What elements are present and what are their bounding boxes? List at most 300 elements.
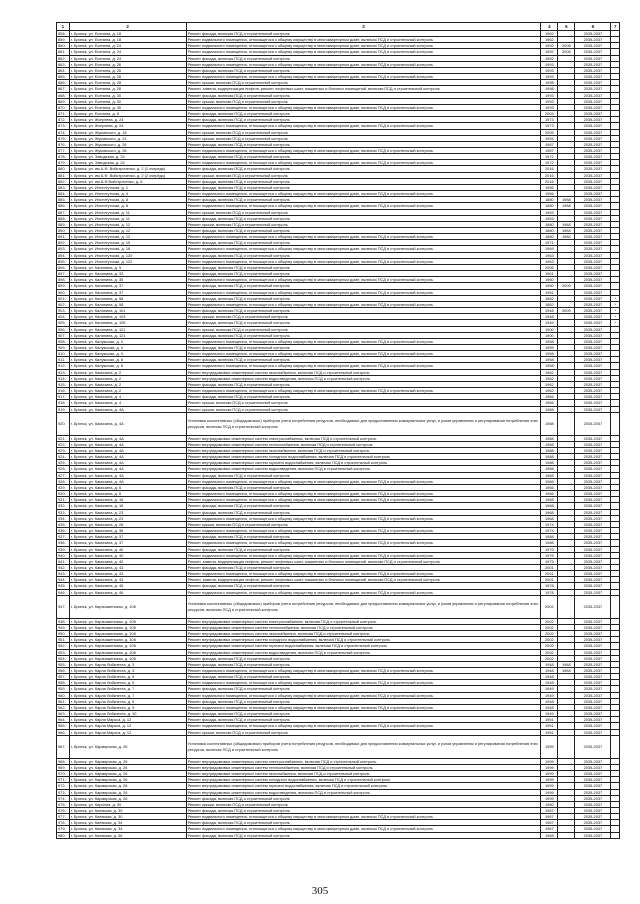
address: г. Брянск, ул. Институтская, д. 11 <box>69 209 186 215</box>
repair-period: 2035-2037 <box>575 552 611 558</box>
address: г. Брянск, ул. Камозина, д. 36 <box>69 528 186 534</box>
row-number: 964. <box>57 717 70 723</box>
work-description: Ремонт внутридомовых инженерных систем газоснабжения, включая ПСД и строительный контроль <box>186 448 541 454</box>
address: г. Брянск, ул. Камозина, д. 4 <box>69 394 186 400</box>
row-number: 948. <box>57 618 70 624</box>
repair-period: 2035-2037 <box>575 117 611 123</box>
address: г. Брянск, ул. им А.Ф.Войстроченко, д. 6 <box>69 178 186 184</box>
year-built: 1999 <box>541 764 558 770</box>
year-built: 1998 <box>541 86 558 92</box>
repair-schedule-sheet <box>56 22 620 839</box>
year-built: 1999 <box>541 783 558 789</box>
address: г. Брянск, ул. Кармирская, д. 26 <box>69 795 186 801</box>
table-row <box>57 595 620 618</box>
year-built: 2002 <box>541 624 558 630</box>
repair-period: 2035-2037 <box>575 221 611 227</box>
work-description: Ремонт подвального помещения, относящегося к общему имуществу в многоквартирном доме, включая ПСД и строительный контроль <box>186 49 541 55</box>
repair-schedule-table <box>56 22 620 839</box>
repair-period: 2035-2037 <box>575 618 611 624</box>
address: г. Брянск, ул. Карла Либкнехта, д. 7 <box>69 692 186 698</box>
year-built: 1967 <box>541 807 558 813</box>
row-number: 921. <box>57 435 70 441</box>
year-built: 1975 <box>541 558 558 564</box>
address: г. Брянск, ул. Жуковского, д. 21 <box>69 135 186 141</box>
year-built: 1968 <box>541 497 558 503</box>
year-built: 1956 <box>541 191 558 197</box>
repair-period: 2035-2037 <box>575 577 611 583</box>
address: г. Брянск, ул. Камозина, д. 6 <box>69 491 186 497</box>
row-number: 904. <box>57 314 70 320</box>
year-built: 2001 <box>541 564 558 570</box>
row-number: 884. <box>57 191 70 197</box>
row-number: 924. <box>57 454 70 460</box>
year-built: 1988 <box>541 460 558 466</box>
work-description: Ремонт фасада, включая ПСД и строительный контроль <box>186 655 541 661</box>
year-built: 1972 <box>541 160 558 166</box>
address: г. Брянск, ул. Институтская, д. 1 <box>69 184 186 190</box>
address: г. Брянск, ул. Камозина, д. 4А <box>69 441 186 447</box>
year-built: 1953 <box>541 215 558 221</box>
note-mark: * <box>611 301 620 307</box>
repair-period: 2035-2037 <box>575 503 611 509</box>
row-number: 892. <box>57 240 70 246</box>
work-description: Ремонт, замена, модернизация лифтов, ремонт лифтовых шахт, машинных и блочных помещений, включая ПСД и строительный контроль <box>186 558 541 564</box>
work-description: Ремонт фасада, включая ПСД и строительный контроль <box>186 55 541 61</box>
repair-period: 2035-2037 <box>575 795 611 801</box>
year-built: 1962 <box>541 369 558 375</box>
row-number: 945. <box>57 583 70 589</box>
year-built: 1988 <box>541 412 558 435</box>
work-description: Ремонт внутридомовых инженерных систем газоснабжения, включая ПСД и строительный контроль <box>186 631 541 637</box>
repair-period: 2035-2037 <box>575 381 611 387</box>
row-number: 959. <box>57 686 70 692</box>
repair-period: 2035-2037 <box>575 454 611 460</box>
address: г. Брянск, ул. Кармирская, д. 26 <box>69 777 186 783</box>
work-description: Ремонт фасада, включая ПСД и строительный контроль <box>186 686 541 692</box>
year-built: 1988 <box>541 466 558 472</box>
year-built: 2002 <box>541 631 558 637</box>
address: г. Брянск, ул. Карла Либкнехта, д. 5 <box>69 674 186 680</box>
row-number: 939. <box>57 546 70 552</box>
row-number: 875. <box>57 135 70 141</box>
repair-period: 2035-2037 <box>575 521 611 527</box>
year-built: 1988 <box>541 472 558 478</box>
address: г. Брянск, ул. Калинина, д. 121 <box>69 326 186 332</box>
address: г. Брянск, ул. Есенина, д. 28 <box>69 80 186 86</box>
work-description: Ремонт подвального помещения, относящегося к общему имуществу в многоквартирном доме, включая ПСД и строительный контроль <box>186 61 541 67</box>
address: г. Брянск, ул. Кармирская, д. 26 <box>69 758 186 764</box>
work-description: Ремонт внутридомовых инженерных систем теплоснабжения, включая ПСД и строительный контроль <box>186 764 541 770</box>
year-built: 1973 <box>541 123 558 129</box>
year-built: 1968 <box>541 503 558 509</box>
repair-period: 2035-2037 <box>575 466 611 472</box>
work-description: Ремонт подвального помещения, относящегося к общему имуществу в многоквартирном доме, включая ПСД и строительный контроль <box>186 826 541 832</box>
address: г. Брянск, ул. Институтская, д. 15 <box>69 240 186 246</box>
repair-period: 2035-2037 <box>575 166 611 172</box>
row-number: 870. <box>57 104 70 110</box>
repair-period: 2035-2037 <box>575 686 611 692</box>
work-description: Ремонт, замена, модернизация лифтов, ремонт лифтовых шахт, машинных и блочных помещений, включая ПСД и строительный контроль <box>186 577 541 583</box>
row-number: 953. <box>57 649 70 655</box>
year-built: 1948 <box>541 680 558 686</box>
work-description: Ремонт подвального помещения, относящегося к общему имуществу в многоквартирном доме, включая ПСД и строительный контроль <box>186 123 541 129</box>
address: г. Брянск, ул. Есенина, д. 24 <box>69 49 186 55</box>
year-built: 1992 <box>541 49 558 55</box>
work-description: Ремонт подвального помещения, относящегося к общему имуществу в многоквартирном доме, включая ПСД и строительный контроль <box>186 74 541 80</box>
year-built: 1987 <box>541 147 558 153</box>
year-built: 1968 <box>541 515 558 521</box>
address: г. Брянск, ул. Карла Либкнехта, д. 5 <box>69 680 186 686</box>
repair-period: 2035-2037 <box>575 80 611 86</box>
repair-period: 2035-2037 <box>575 631 611 637</box>
repair-period: 2035-2037 <box>575 564 611 570</box>
row-number: 873. <box>57 123 70 129</box>
work-description: Ремонт фасада, включая ПСД и строительный контроль <box>186 332 541 338</box>
repair-period: 2035-2037 <box>575 264 611 270</box>
year-built: 1992 <box>541 55 558 61</box>
year-built: 1880 <box>541 234 558 240</box>
row-number: 878. <box>57 154 70 160</box>
year-built: 1962 <box>541 37 558 43</box>
row-number: 867. <box>57 86 70 92</box>
repair-period: 2035-2037 <box>575 363 611 369</box>
year-built: 1993 <box>541 61 558 67</box>
column-header: 7 <box>611 23 620 31</box>
repair-period: 2035-2037 <box>575 351 611 357</box>
work-description: Ремонт подвального помещения, относящегося к общему имуществу в многоквартирном доме, включая ПСД и строительный контроль <box>186 704 541 710</box>
row-number: 907. <box>57 332 70 338</box>
work-description: Ремонт внутридомовых инженерных систем электроснабжения, включая ПСД и строительный контроль <box>186 618 541 624</box>
repair-period: 2035-2037 <box>575 197 611 203</box>
repair-period: 2035-2037 <box>575 172 611 178</box>
column-header: 6 <box>575 23 611 31</box>
year-built: 1999 <box>541 795 558 801</box>
repair-period: 2035-2037 <box>575 178 611 184</box>
repair-period: 2035-2037 <box>575 49 611 55</box>
address: г. Брянск, ул. Камозина, д. 26 <box>69 521 186 527</box>
row-number: 950. <box>57 631 70 637</box>
repair-period: 2035-2037 <box>575 338 611 344</box>
year-built: 1951 <box>541 729 558 735</box>
work-description: Ремонт внутридомовых инженерных систем горячего водоснабжения, включая ПСД и строительный контроль <box>186 643 541 649</box>
row-number: 913. <box>57 369 70 375</box>
address: г. Брянск, ул. Карла Маркса, д. 12 <box>69 717 186 723</box>
work-description: Ремонт подвального помещения, относящегося к общему имуществу в многоквартирном доме, включая ПСД и строительный контроль <box>186 234 541 240</box>
work-description: Ремонт подвального помещения, относящегося к общему имуществу в многоквартирном доме, включая ПСД и строительный контроль <box>186 723 541 729</box>
address: г. Брянск, ул. Карла Либкнехта, д. 9 <box>69 704 186 710</box>
page-number: 305 <box>311 885 329 897</box>
address: г. Брянск, ул. Карачиженская, д. 108 <box>69 643 186 649</box>
address: г. Брянск, ул. Карла Маркса, д. 12 <box>69 723 186 729</box>
work-description: Ремонт фасада, включая ПСД и строительный контроль <box>186 534 541 540</box>
year-built: 1949 <box>541 692 558 698</box>
address: г. Брянск, ул. Карачиженская, д. 108 <box>69 655 186 661</box>
work-description: Ремонт фасада, включая ПСД и строительный контроль <box>186 117 541 123</box>
year-reconstructed: 2008 <box>558 49 575 55</box>
address: г. Брянск, ул. Есенина, д. 30 <box>69 104 186 110</box>
repair-period: 2035-2037 <box>575 215 611 221</box>
row-number: 874. <box>57 129 70 135</box>
repair-period: 2035-2037 <box>575 98 611 104</box>
address: г. Брянск, ул. Карла Либкнехта, д. 9 <box>69 698 186 704</box>
note-mark: * <box>611 320 620 326</box>
year-built: 1962 <box>541 381 558 387</box>
address: г. Брянск, ул. Институтская, д. 12 <box>69 234 186 240</box>
work-description: Ремонт внутридомовых инженерных систем холодного водоснабжения, включая ПСД и строительный контроль <box>186 454 541 460</box>
year-built: 1988 <box>541 534 558 540</box>
repair-period: 2035-2037 <box>575 203 611 209</box>
row-number: 881. <box>57 172 70 178</box>
year-built: 1988 <box>541 540 558 546</box>
address: г. Брянск, ул. Кармирская, д. 26 <box>69 764 186 770</box>
repair-period: 2035-2037 <box>575 400 611 406</box>
row-number: 922. <box>57 441 70 447</box>
address: г. Брянск, ул. Камозина, д. 16 <box>69 497 186 503</box>
address: г. Брянск, ул. Калинина, д. 58 <box>69 295 186 301</box>
year-reconstructed: 2008 <box>558 43 575 49</box>
repair-period: 2035-2037 <box>575 583 611 589</box>
work-description: Ремонт фасада, включая ПСД и строительный контроль <box>186 308 541 314</box>
year-built: 1988 <box>541 478 558 484</box>
row-number: 915. <box>57 381 70 387</box>
row-number: 917. <box>57 394 70 400</box>
row-number: 958. <box>57 680 70 686</box>
address: г. Брянск, ул. Институтская, д. 122 <box>69 258 186 264</box>
row-number: 938. <box>57 540 70 546</box>
table-body <box>57 23 620 839</box>
repair-period: 2035-2037 <box>575 509 611 515</box>
repair-period: 2035-2037 <box>575 758 611 764</box>
year-built: 1948 <box>541 308 558 314</box>
year-reconstructed <box>558 832 575 838</box>
address: г. Брянск, ул. Заводская, д. 24 <box>69 154 186 160</box>
year-built: 1987 <box>541 141 558 147</box>
row-number: 891. <box>57 234 70 240</box>
address: г. Брянск, ул. Институтская, д. 8 <box>69 203 186 209</box>
address: г. Брянск, ул. Камозина, д. 43 <box>69 571 186 577</box>
address: г. Брянск, ул. Калинина, д. 105 <box>69 320 186 326</box>
header-row <box>57 23 620 31</box>
column-header: 2 <box>69 23 186 31</box>
year-built: 1999 <box>541 758 558 764</box>
repair-period: 2035-2037 <box>575 37 611 43</box>
address: г. Брянск, ул. Камозина, д. 43 <box>69 564 186 570</box>
year-built: 1949 <box>541 711 558 717</box>
year-built: 1963 <box>541 258 558 264</box>
row-number: 896. <box>57 264 70 270</box>
address: г. Брянск, ул. Калужская, д. 4 <box>69 344 186 350</box>
repair-period: 2035-2037 <box>575 92 611 98</box>
note-mark <box>611 735 620 758</box>
repair-period: 2035-2037 <box>575 234 611 240</box>
address: г. Брянск, ул. Институтская, д. 8 <box>69 197 186 203</box>
work-description: Ремонт внутридомовых инженерных систем холодного водоснабжения, включая ПСД и строительный контроль <box>186 637 541 643</box>
address: г. Брянск, ул. Камозина, д. 4А <box>69 466 186 472</box>
repair-period: 2035-2037 <box>575 74 611 80</box>
address: г. Брянск, ул. Кармирская, д. 26 <box>69 789 186 795</box>
address: г. Брянск, ул. Калужская, д. 4 <box>69 351 186 357</box>
year-built: 1959 <box>541 344 558 350</box>
address: г. Брянск, ул. Карачиженская, д. 108 <box>69 624 186 630</box>
work-description: Установка коллективных (общедомовых) приборов учета потребления ресурсов, необходимых для предоставления коммунальных услуг, и узлов управления и регулирования потребления этих ресурсов, включая ПСД и строительный контроль <box>186 595 541 618</box>
year-built: 1988 <box>541 448 558 454</box>
work-description: Ремонт фасада, включая ПСД и строительный контроль <box>186 271 541 277</box>
address: г. Брянск, ул. Камозина, д. 4А <box>69 435 186 441</box>
row-number: 925. <box>57 460 70 466</box>
year-built: 1974 <box>541 528 558 534</box>
row-number: 942. <box>57 564 70 570</box>
work-description: Ремонт крыши, включая ПСД и строительный контроль <box>186 801 541 807</box>
repair-period: 2035-2037 <box>575 369 611 375</box>
repair-period: 2035-2037 <box>575 534 611 540</box>
year-built: 2005 <box>541 129 558 135</box>
row-number: 877. <box>57 147 70 153</box>
row-number: 880. <box>57 166 70 172</box>
year-built: 1962 <box>541 388 558 394</box>
address: г. Брянск, ул. Институтская, д. 12 <box>69 228 186 234</box>
row-number: 951. <box>57 637 70 643</box>
work-description: Ремонт подвального помещения, относящегося к общему имуществу в многоквартирном доме, включая ПСД и строительный контроль <box>186 203 541 209</box>
year-built: 2002 <box>541 595 558 618</box>
repair-period: 2035-2037 <box>575 55 611 61</box>
year-built: 2006 <box>541 264 558 270</box>
address: г. Брянск, ул. Институтская, д. 11 <box>69 215 186 221</box>
row-number: 949. <box>57 624 70 630</box>
work-description: Ремонт внутридомовых инженерных систем газоснабжения, включая ПСД и строительный контроль <box>186 771 541 777</box>
address: г. Брянск, ул. Есенина, д. 18 <box>69 31 186 37</box>
repair-period: 2035-2037 <box>575 252 611 258</box>
repair-period: 2035-2037 <box>575 228 611 234</box>
year-built: 1962 <box>541 375 558 381</box>
work-description: Ремонт подвального помещения, относящегося к общему имуществу в многоквартирном доме, включая ПСД и строительный контроль <box>186 814 541 820</box>
year-built: 2016 <box>541 166 558 172</box>
row-number: 955. <box>57 661 70 667</box>
address: г. Брянск, ул. Киевская, д. 30 <box>69 814 186 820</box>
address: г. Брянск, ул. им А.Ф. Войстроченко, д. 2 (2 очередь) <box>69 172 186 178</box>
address: г. Брянск, ул. Камозина, д. 4А <box>69 406 186 412</box>
year-built: 1961 <box>541 271 558 277</box>
row-number: 899. <box>57 283 70 289</box>
year-reconstructed: 1984 <box>558 221 575 227</box>
address: г. Брянск, ул. Камозина, д. 37 <box>69 534 186 540</box>
work-description: Ремонт подвального помещения, относящегося к общему имуществу в многоквартирном доме, включая ПСД и строительный контроль <box>186 497 541 503</box>
address: г. Брянск, ул. Киевская, д. 36 <box>69 832 186 838</box>
repair-period: 2035-2037 <box>575 771 611 777</box>
work-description: Ремонт внутридомовых инженерных систем газоснабжения, включая ПСД и строительный контроль <box>186 369 541 375</box>
year-built: 1998 <box>541 80 558 86</box>
work-description: Ремонт подвального помещения, относящегося к общему имуществу в многоквартирном доме, включая ПСД и строительный контроль <box>186 289 541 295</box>
repair-period: 2035-2037 <box>575 655 611 661</box>
work-description: Ремонт крыши, включая ПСД и строительный контроль <box>186 400 541 406</box>
row-number: 859. <box>57 37 70 43</box>
year-built: 1960 <box>541 277 558 283</box>
address: г. Брянск, ул. Карачиженская, д. 108 <box>69 637 186 643</box>
work-description: Ремонт внутридомовых инженерных систем электроснабжения, включая ПСД и строительный контроль <box>186 435 541 441</box>
year-built: 1951 <box>541 289 558 295</box>
address: г. Брянск, ул. Есенина, д. 8 <box>69 111 186 117</box>
work-description: Ремонт внутридомовых инженерных систем холодного водоснабжения, включая ПСД и строительный контроль <box>186 777 541 783</box>
address: г. Брянск, ул. Камозина, д. 43 <box>69 577 186 583</box>
table-row <box>57 832 620 838</box>
address: г. Брянск, ул. Камозина, д. 40 <box>69 558 186 564</box>
repair-period: 2035-2037 <box>575 301 611 307</box>
work-description: Ремонт крыши, включая ПСД и строительный контроль <box>186 80 541 86</box>
address: г. Брянск, ул. Карачиженская, д. 108 <box>69 595 186 618</box>
year-built: 1956 <box>541 184 558 190</box>
work-description: Ремонт фасада, включая ПСД и строительный контроль <box>186 67 541 73</box>
table-row <box>57 735 620 758</box>
work-description: Ремонт внутридомовых инженерных систем горячего водоснабжения, включая ПСД и строительный контроль <box>186 460 541 466</box>
row-number: 887. <box>57 209 70 215</box>
address: г. Брянск, ул. Жуковского, д. 26 <box>69 147 186 153</box>
repair-period: 2035-2037 <box>575 184 611 190</box>
work-description: Ремонт крыши, включая ПСД и строительный контроль <box>186 172 541 178</box>
address: г. Брянск, ул. Есенина, д. 30 <box>69 98 186 104</box>
repair-period: 2035-2037 <box>575 435 611 441</box>
repair-period: 2035-2037 <box>575 448 611 454</box>
row-number: 905. <box>57 320 70 326</box>
work-description: Ремонт подвального помещения, относящегося к общему имуществу в многоквартирном доме, включая ПСД и строительный контроль <box>186 43 541 49</box>
address: г. Брянск, ул. Камозина, д. 40 <box>69 546 186 552</box>
work-description: Ремонт фасада, включая ПСД и строительный контроль <box>186 111 541 117</box>
repair-period: 2035-2037 <box>575 637 611 643</box>
year-built: 1966 <box>541 484 558 490</box>
year-built: 1880 <box>541 228 558 234</box>
year-built: 1962 <box>541 31 558 37</box>
year-built: 1967 <box>541 820 558 826</box>
work-description: Ремонт крыши, включая ПСД и строительный контроль <box>186 221 541 227</box>
repair-period: 2035-2037 <box>575 777 611 783</box>
work-description: Ремонт подвального помещения, относящегося к общему имуществу в многоквартирном доме, включая ПСД и строительный контроль <box>186 191 541 197</box>
address: г. Брянск, ул. Заводская, д. 24 <box>69 160 186 166</box>
work-description: Ремонт фасада, включая ПСД и строительный контроль <box>186 820 541 826</box>
work-description: Ремонт крыши, включая ПСД и строительный контроль <box>186 314 541 320</box>
repair-period: 2035-2037 <box>575 289 611 295</box>
work-description: Ремонт подвального помещения, относящегося к общему имуществу в многоквартирном доме, включая ПСД и строительный контроль <box>186 571 541 577</box>
address: г. Брянск, ул. Есенина, д. 18 <box>69 37 186 43</box>
work-description: Ремонт фасада, включая ПСД и строительный контроль <box>186 197 541 203</box>
address: г. Брянск, ул. Калужская, д. 8 <box>69 363 186 369</box>
work-description: Ремонт подвального помещения, относящегося к общему имуществу в многоквартирном доме, включая ПСД и строительный контроль <box>186 540 541 546</box>
repair-period: 2035-2037 <box>575 406 611 412</box>
address: г. Брянск, ул. Калинина, д. 37 <box>69 289 186 295</box>
address: г. Брянск, ул. Жигулева, д. 24 <box>69 117 186 123</box>
row-number: 940. <box>57 552 70 558</box>
year-built: 1992 <box>541 43 558 49</box>
year-built: 1966 <box>541 491 558 497</box>
address: г. Брянск, ул. Кирилла, д. 30 <box>69 801 186 807</box>
repair-period: 2035-2037 <box>575 147 611 153</box>
work-description: Ремонт фасада, включая ПСД и строительный контроль <box>186 698 541 704</box>
address: г. Брянск, ул. Камозина, д. 2 <box>69 369 186 375</box>
work-description: Ремонт фасада, включая ПСД и строительный контроль <box>186 381 541 387</box>
work-description: Ремонт фасада, включая ПСД и строительный контроль <box>186 583 541 589</box>
row-number: 934. <box>57 515 70 521</box>
row-number: 914. <box>57 375 70 381</box>
repair-period: 2035-2037 <box>575 491 611 497</box>
address: г. Брянск, ул. Камозина, д. 2 <box>69 375 186 381</box>
work-description: Ремонт подвального помещения, относящегося к общему имуществу в многоквартирном доме, включая ПСД и строительный контроль <box>186 301 541 307</box>
repair-period: 2035-2037 <box>575 783 611 789</box>
repair-period: 2035-2037 <box>575 624 611 630</box>
row-number: 971. <box>57 777 70 783</box>
row-number: 898. <box>57 277 70 283</box>
address: г. Брянск, ул. Камозина, д. 46 <box>69 583 186 589</box>
year-built: 1949 <box>541 686 558 692</box>
year-reconstructed: 1984 <box>558 234 575 240</box>
repair-period: 2035-2037 <box>575 704 611 710</box>
work-description: Ремонт фасада, включая ПСД и строительный контроль <box>186 141 541 147</box>
